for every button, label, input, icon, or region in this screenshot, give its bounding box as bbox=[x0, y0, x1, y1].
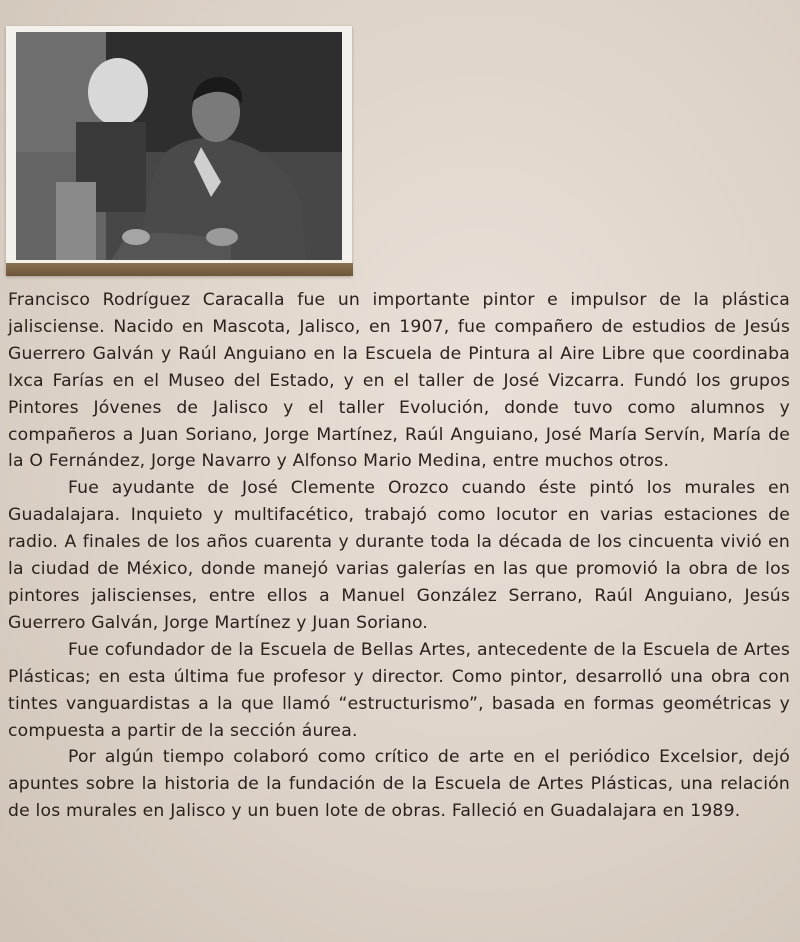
photo-mount-strip bbox=[6, 263, 353, 276]
paragraph-1: Francisco Rodríguez Caracalla fue un importante pintor e impulsor de la plástica jalisciense. Nacido en Mascota, Jalisco, en 1907, fue compañero de estudios de Jesús Guerrero Galván y Raúl Anguiano en la Escuela de Pintura al Aire Libre que coordinaba Ixca Farías en el Museo del Estado, y en el taller de José Vizcarra. Fundó los grupos Pintores Jóvenes de Jalisco y el taller Evolución, donde tuvo como alumnos y compañeros a Juan Soriano, Jorge Martínez, Raúl Anguiano, José María Servín, María de la O Fernández, Jorge Navarro y Alfonso Mario Medina, entre muchos otros. bbox=[8, 290, 790, 472]
paragraph-2: Fue ayudante de José Clemente Orozco cuando éste pintó los murales en Guadalajara. Inquieto y multifacético, trabajó como locutor en varias estaciones de radio. A finales de los años cuarenta y durante toda la década de los cincuenta vivió en la ciudad de México, donde manejó varias galerías en las que promovió la obra de los pintores jaliscienses, entre ellos a Manuel González Serrano, Raúl Anguiano, Jesús Guerrero Galván, Jorge Martínez y Juan Soriano. bbox=[8, 478, 790, 633]
biography-text bbox=[8, 287, 790, 825]
portrait-photo-frame bbox=[6, 26, 352, 276]
paragraph-4: Por algún tiempo colaboró como crítico de arte en el periódico Excelsior, dejó apuntes sobre la historia de la fundación de la Escuela de Artes Plásticas, una relación de los murales en Jalisco y un buen lote de obras. Falleció en Guadalajara en 1989. bbox=[8, 747, 790, 822]
portrait-illustration bbox=[16, 32, 342, 260]
paragraph-3: Fue cofundador de la Escuela de Bellas Artes, antecedente de la Escuela de Artes Plásticas; en esta última fue profesor y director. Como pintor, desarrolló una obra con tintes vanguardistas a la que llamó “estructurismo”, basada en formas geométricas y compuesta a partir de la sección áurea. bbox=[8, 639, 790, 741]
portrait-photo bbox=[16, 32, 342, 260]
